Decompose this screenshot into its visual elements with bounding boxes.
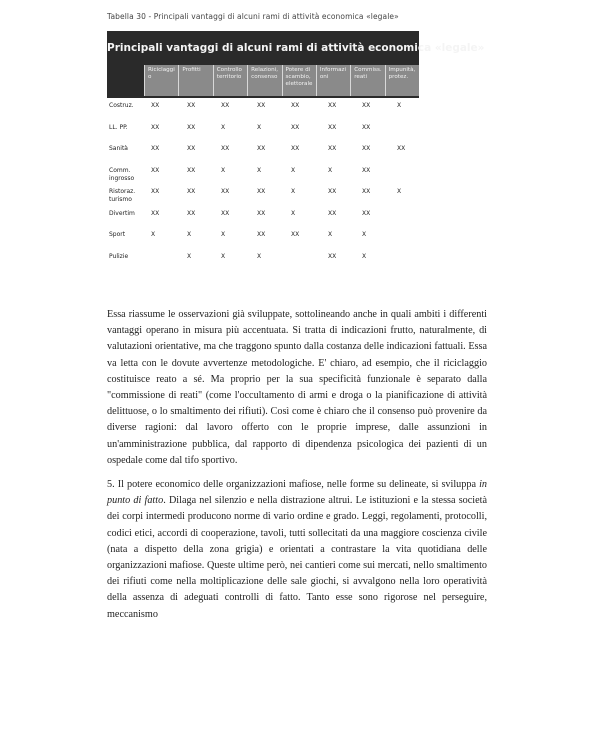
paragraph-text: . Dilaga nel silenzio e nella distrazione altrui. Le istituzioni e la stessa società dei corpi intermedi producono norme di vario ordine e grado. Leggi, regolamenti, protocolli, codici etici, accordi di cooperazione, tavoli, tutti sollecitati da una maggiore coscienza civile (nata a dispetto della zona grigia) e orientati a contrastare la vita quotidiana delle organizzazioni mafiose. Queste ultime però, nei cantieri come sui mercati, nello smaltimento dei rifiuti come nella moltiplicazione delle sale giochi, si avvalgono nella loro operatività della assenza di adeguati controlli di fatto. Tanto esse sono rigorose nel perseguire, meccanismo <box>107 495 487 620</box>
table-cell: XX <box>291 145 300 152</box>
table-cell: X <box>397 102 402 109</box>
table-row <box>107 228 419 250</box>
table-row <box>107 99 419 121</box>
row-label: Sport <box>109 231 126 238</box>
table-cell: X <box>221 166 226 174</box>
table-cell: X <box>187 252 192 260</box>
table-cell: XX <box>291 231 300 238</box>
table-cell: XX <box>328 102 337 109</box>
table-cell: X <box>257 252 262 260</box>
table-row <box>107 250 419 272</box>
table-cell: XX <box>187 102 196 109</box>
table-row <box>107 164 419 186</box>
table-cell: XX <box>362 145 371 152</box>
table-title: Principali vantaggi di alcuni rami di attività economica «legale» <box>107 42 485 54</box>
table-cell: XX <box>151 102 160 109</box>
table-cell: XX <box>187 123 196 131</box>
table-cell: X <box>362 252 367 260</box>
paragraph-2 <box>107 477 487 623</box>
body-text <box>107 307 487 631</box>
table-cell: X <box>291 188 296 195</box>
emphasis-text: in punto di fatto <box>107 479 487 507</box>
table-cell: XX <box>257 145 266 152</box>
table-cell: X <box>187 231 192 238</box>
table-cell: X <box>151 231 156 238</box>
table-cell: XX <box>151 209 160 217</box>
table-row <box>107 142 419 164</box>
table-cell: XX <box>187 166 196 174</box>
table-cell: XX <box>328 123 337 131</box>
table-cell: XX <box>151 188 160 195</box>
table-row <box>107 207 419 229</box>
table-cell: X <box>221 252 226 260</box>
column-header: Relazioni, consenso <box>247 65 281 96</box>
table-cell: XX <box>151 145 160 152</box>
table-cell: XX <box>397 145 406 152</box>
table-cell: XX <box>328 188 337 195</box>
column-headers <box>144 65 419 96</box>
row-label: LL. PP. <box>109 123 128 131</box>
table-cell: XX <box>257 188 266 195</box>
table-cell: X <box>291 166 296 174</box>
table-cell: XX <box>257 231 266 238</box>
table-cell: XX <box>362 188 371 195</box>
table-cell: XX <box>257 102 266 109</box>
row-label: Comm. ingrosso <box>109 166 135 182</box>
row-label: Costruz. <box>109 102 134 109</box>
column-header: Controllo territorio <box>213 65 247 96</box>
table-header <box>107 31 485 98</box>
table-cell: XX <box>328 252 337 260</box>
table-cell: XX <box>151 123 160 131</box>
table-cell: XX <box>362 123 371 131</box>
column-header: Riciclaggi o <box>144 65 178 96</box>
paragraph-text: 5. Il potere economico delle organizzazioni mafiose, nelle forme su delineate, si sviluppa <box>107 479 480 491</box>
table-cell: X <box>221 123 226 131</box>
table-cell: XX <box>328 209 337 217</box>
column-header: Profitti <box>178 65 212 96</box>
table-cell: XX <box>362 209 371 217</box>
paragraph-1 <box>107 307 487 469</box>
table-cell: XX <box>362 166 371 174</box>
table-cell: XX <box>187 209 196 217</box>
table-cell: X <box>291 209 296 217</box>
row-label: Divertim <box>109 209 135 217</box>
table-cell: X <box>362 231 367 238</box>
table-row <box>107 185 419 207</box>
table-cell: X <box>257 123 262 131</box>
table-cell: XX <box>187 145 196 152</box>
table-cell: X <box>257 166 262 174</box>
column-header: Informazi oni <box>316 65 350 96</box>
table-cell: XX <box>151 166 160 174</box>
table-cell: XX <box>187 188 196 195</box>
column-header: Commiss. reati <box>350 65 384 96</box>
table-cell: XX <box>362 102 371 109</box>
table-cell: XX <box>291 123 300 131</box>
row-label: Pulizie <box>109 252 129 260</box>
table-cell: XX <box>221 188 230 195</box>
table-cell: XX <box>328 145 337 152</box>
table-cell: XX <box>291 102 300 109</box>
table-body <box>107 99 419 271</box>
row-label: Sanità <box>109 145 128 152</box>
column-header: Potere di scambio, elettorale <box>282 65 316 96</box>
table-cell: XX <box>221 209 230 217</box>
table-cell: XX <box>221 102 230 109</box>
table-cell: X <box>328 166 333 174</box>
table-cell: XX <box>221 145 230 152</box>
table-cell: X <box>328 231 333 238</box>
table-row <box>107 121 419 143</box>
column-header: Impunità, protez. <box>385 65 419 96</box>
row-label: Ristoraz. turismo <box>109 188 136 203</box>
table-caption: Tabella 30 - Principali vantaggi di alcuni rami di attività economica «legale» <box>107 12 399 21</box>
table-cell: XX <box>257 209 266 217</box>
table-cell: X <box>221 231 226 238</box>
paragraph-text: Essa riassume le osservazioni già sviluppate, sottolineando anche in quali ambiti i differenti vantaggi operano in misura più accentuata. Si tratta di indicazioni frutto, naturalmente, di valutazioni orientative, ma che traggono spunto dalla costanza delle indicazioni fattuali. Essa va letta con le dovute avvertenze metodologiche. E' chiaro, ad esempio, che il riciclaggio costituisce reato a sé. Ma proprio per la sua specificità funzionale è separato dalla "commissione di reati" (come l'occultamento di armi e droga o la pianificazione di attività delittuose, o lo smaltimento dei rifiuti). Così come è chiaro che il consenso può provenire da diverse ragioni: dal lavoro offerto con le proprie imprese, dalle assunzioni in un'amministrazione pubblica, dal rapporto di dipendenza psicologica dei pazienti di un ospedale come dal tifo sportivo. <box>107 309 487 466</box>
table-cell: X <box>397 188 402 195</box>
